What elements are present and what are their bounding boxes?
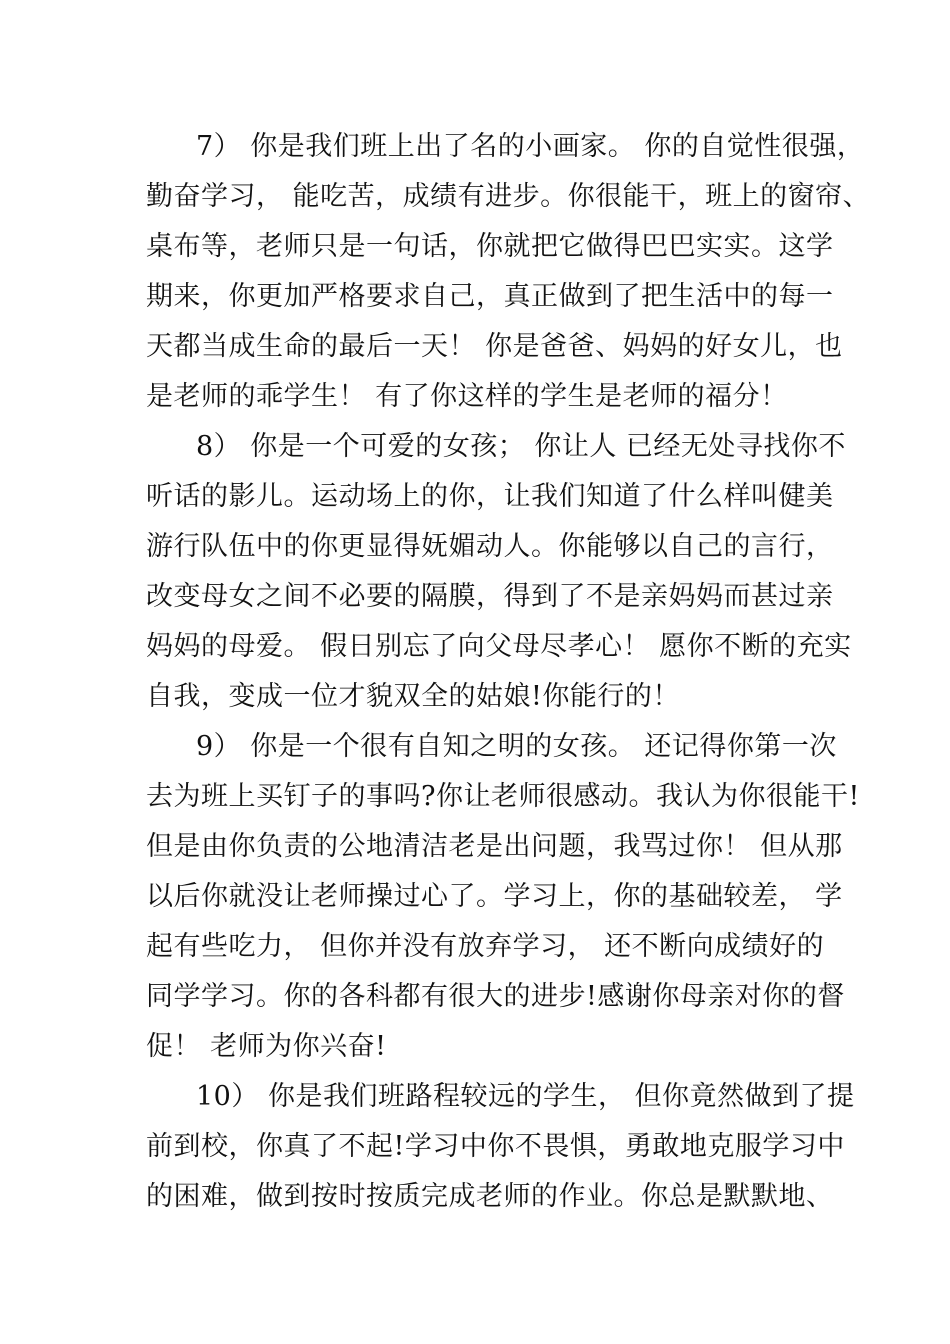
paragraph-8-line-4: 改变母女之间不必要的隔膜，得到了不是亲妈妈而甚过亲 xyxy=(146,581,834,612)
paragraph-8-line-3: 游行队伍中的你更显得妩媚动人。你能够以自己的言行， xyxy=(146,531,834,562)
paragraph-8-line-6: 自我，变成一位才貌双全的姑娘!你能行的！ xyxy=(146,681,680,712)
paragraph-9-line-3: 但是由你负责的公地清洁老是出问题，我骂过你！ 但从那 xyxy=(146,831,843,862)
paragraph-8-line-1: 8） 你是一个可爱的女孩； 你让人 已经无处寻找你不 xyxy=(196,431,846,462)
paragraph-9-line-2: 去为班上买钉子的事吗?你让老师很感动。我认为你很能干! xyxy=(146,781,860,812)
paragraph-9-line-6: 同学学习。你的各科都有很大的进步!感谢你母亲对你的督 xyxy=(146,981,845,1012)
paragraph-9-line-7: 促！ 老师为你兴奋! xyxy=(146,1031,387,1062)
paragraph-8-line-5: 妈妈的母爱。 假日别忘了向父母尽孝心！ 愿你不断的充实 xyxy=(146,631,852,662)
paragraph-9-line-1: 9） 你是一个很有自知之明的女孩。 还记得你第一次 xyxy=(196,731,837,762)
paragraph-9-line-4: 以后你就没让老师操过心了。学习上，你的基础较差， 学 xyxy=(146,881,843,912)
paragraph-7-line-4: 期来，你更加严格要求自己，真正做到了把生活中的每一 xyxy=(146,281,834,312)
paragraph-7-line-2: 勤奋学习， 能吃苦，成绩有进步。你很能干，班上的窗帘、 xyxy=(146,181,871,212)
paragraph-10-line-2: 前到校，你真了不起!学习中你不畏惧，勇敢地克服学习中 xyxy=(146,1131,845,1162)
paragraph-7-line-1: 7） 你是我们班上出了名的小画家。 你的自觉性很强， xyxy=(196,131,865,162)
paragraph-10-line-1: 10） 你是我们班路程较远的学生， 但你竟然做到了提 xyxy=(196,1081,855,1112)
paragraph-7-line-3: 桌布等，老师只是一句话，你就把它做得巴巴实实。这学 xyxy=(146,231,834,262)
paragraph-9-line-5: 起有些吃力， 但你并没有放弃学习， 还不断向成绩好的 xyxy=(146,931,825,962)
paragraph-7-line-5: 天都当成生命的最后一天！ 你是爸爸、妈妈的好女儿，也 xyxy=(146,331,843,362)
paragraph-10-line-3: 的困难，做到按时按质完成老师的作业。你总是默默地、 xyxy=(146,1181,834,1212)
paragraph-8-line-2: 听话的影儿。运动场上的你，让我们知道了什么样叫健美 xyxy=(146,481,834,512)
paragraph-7-line-6: 是老师的乖学生！ 有了你这样的学生是老师的福分！ xyxy=(146,381,788,412)
